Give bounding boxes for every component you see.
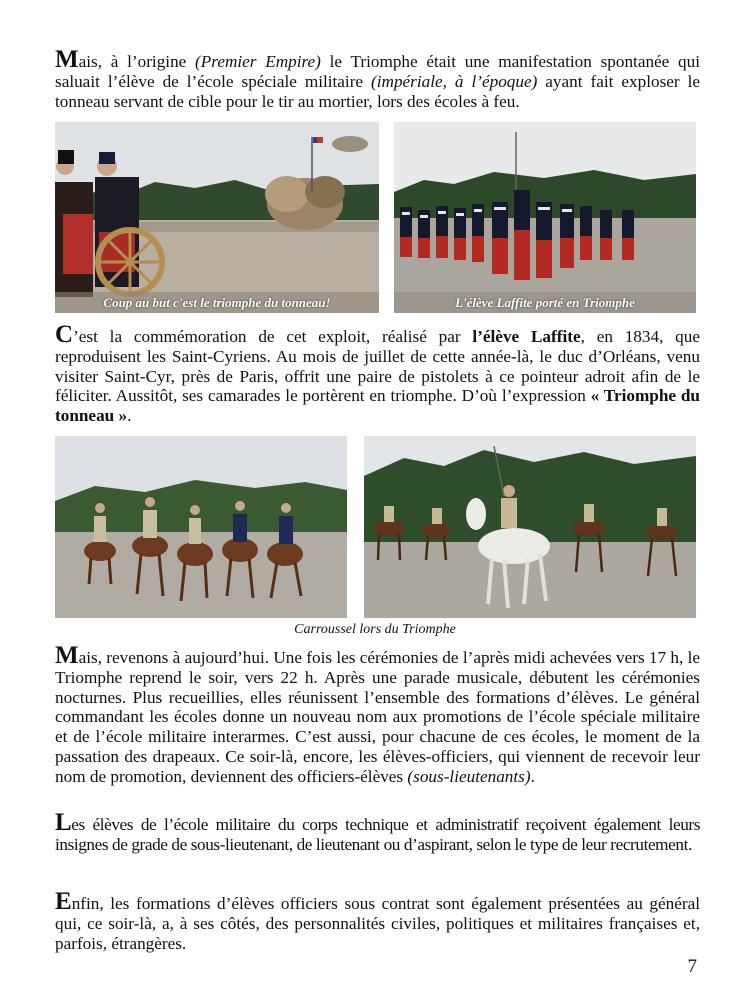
- paragraph-enfin: Enfin, les formations d’élèves officiers sous contrat sont également présentées au général qui, ce soir-là, a, à ses côtés, des personnalités civiles, politiques et militaires françaises et, parfois, étrangères.: [55, 888, 700, 953]
- paragraph-today: Mais, revenons à aujourd’hui. Une fois les cérémonies de l’après midi achevées vers 17 h, le Triomphe reprend le soir, vers 22 h. Après une parade musicale, débutent les cérémonies nocturnes. Plus recueillies, elles réunissent l’ensemble des formations d’élèves. Le général commandant les écoles donne un nouveau nom aux promotions de l’école spéciale militaire et de l’école militaire interarmes. C’est aussi, pour chacune de ces écoles, le moment de la passation des drapeaux. Ce soir-là, encore, les élèves-officiers, qui viennent de recevoir leur nom de promotion, deviennent des officiers-élèves (sous-lieutenants).: [55, 642, 701, 786]
- drop-cap: E: [55, 888, 72, 915]
- drop-cap: M: [55, 46, 79, 73]
- drop-cap: M: [55, 642, 79, 669]
- paragraph-origin: Mais, à l’origine (Premier Empire) le Triomphe était une manifestation spontanée qui saluait l’élève de l’école spéciale militaire (impériale, à l’époque) ayant fait exploser le tonneau servant de cible pour le tir au mortier, lors des écoles à feu.: [55, 46, 701, 111]
- carrousel-caption: Carroussel lors du Triomphe: [294, 622, 456, 637]
- paragraph-laffite: C’est la commémoration de cet exploit, réalisé par l’élève Laffite, en 1834, que reproduisent les Saint-Cyriens. Au mois de juillet de cette année-là, le duc d’Orléans, venu visiter Saint-Cyr, près de Paris, offrit une paire de pistolets à ce pointeur adroit afin de le féliciter. Aussitôt, ses camarades le portèrent en triomphe. D’où l’expression « Triomphe du tonneau ».: [55, 321, 700, 426]
- photo-caption-mortar: Coup au but c'est le triomphe du tonneau!: [103, 295, 331, 310]
- photo-carrousel-right: [364, 436, 696, 618]
- drop-cap: L: [55, 809, 72, 836]
- photo-carrousel-left: [55, 436, 347, 618]
- photo-laffite-triumph: [394, 122, 696, 313]
- photo-caption-laffite: L'élève Laffite porté en Triomphe: [455, 295, 635, 310]
- page-number: 7: [687, 956, 697, 977]
- photo-mortar-shot: [55, 122, 379, 313]
- paragraph-ecole-technique: Les élèves de l’école militaire du corps technique et administratif reçoivent également leurs insignes de grade de sous-lieutenant, de lieutenant ou d’aspirant, selon le type de leur recrutement.: [55, 809, 700, 854]
- drop-cap: C: [55, 321, 74, 348]
